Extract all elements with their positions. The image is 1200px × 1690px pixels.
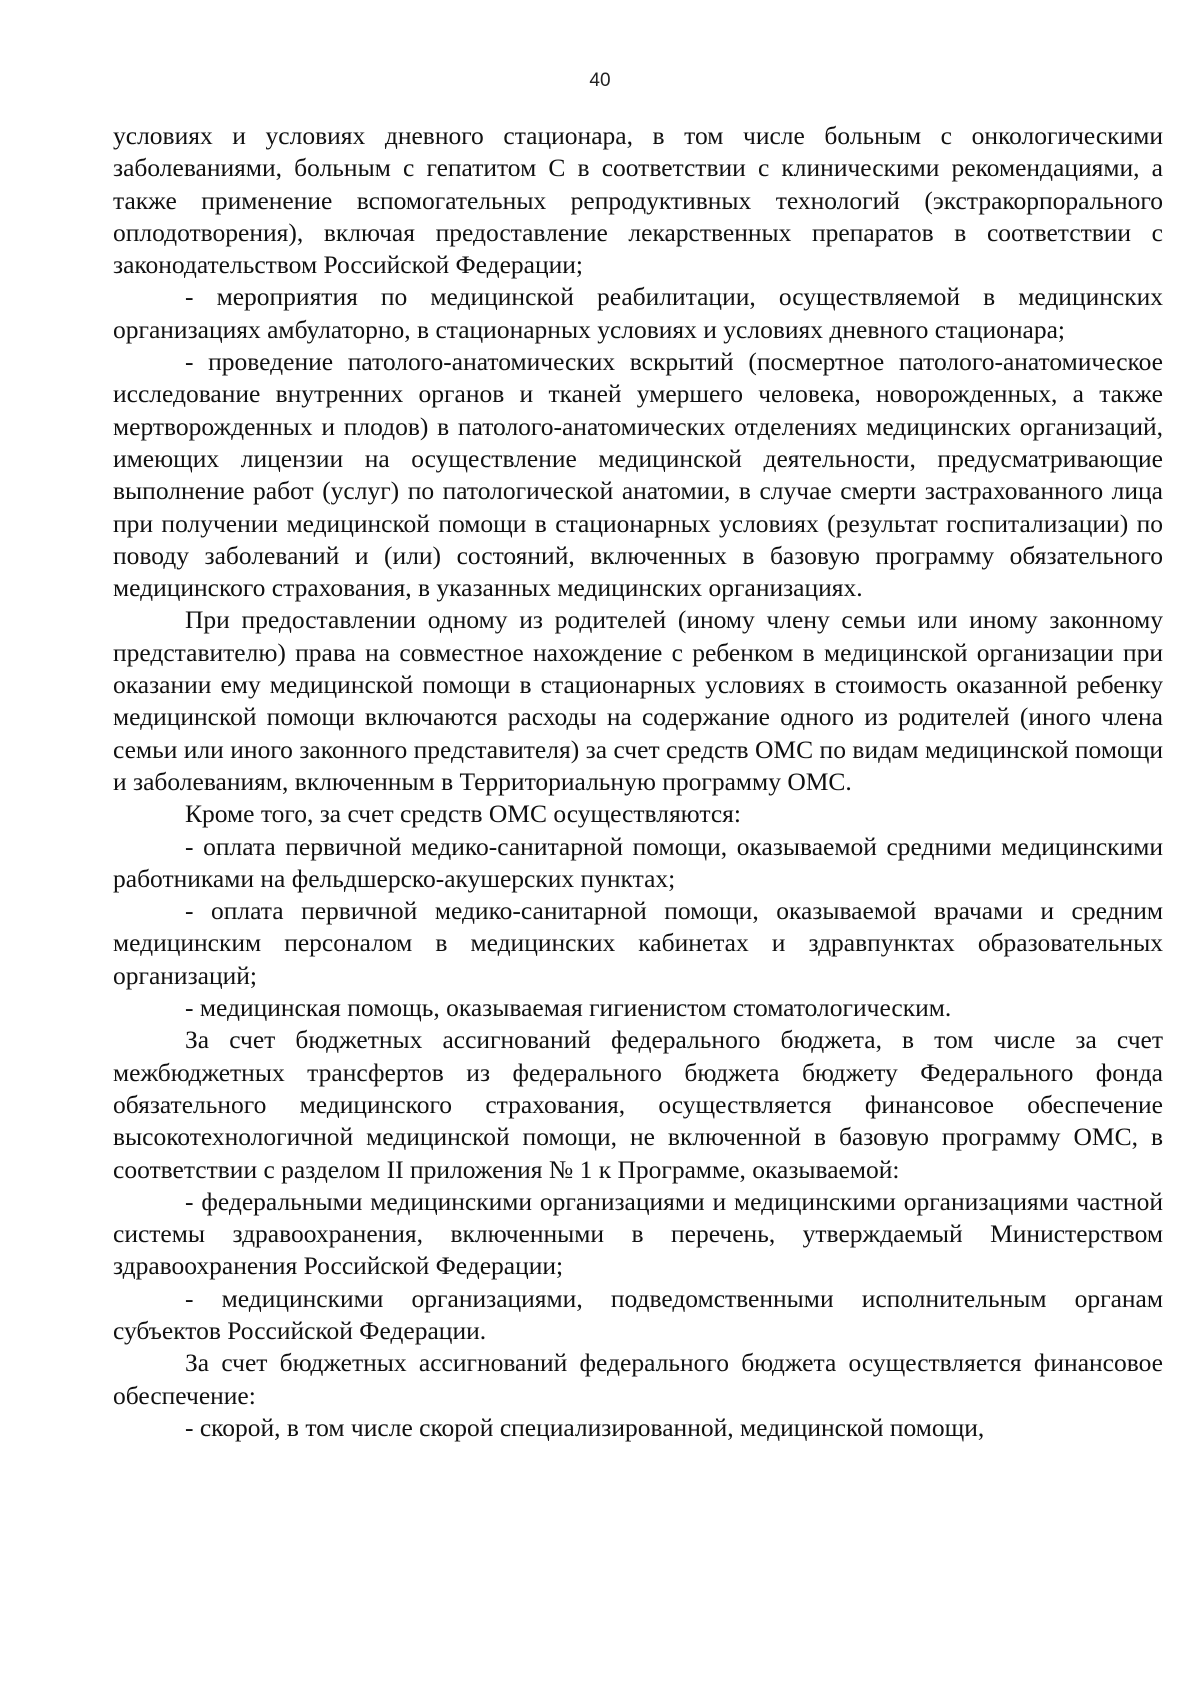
paragraph-federal-budget-hitech: За счет бюджетных ассигнований федерального бюджета, в том числе за счет межбюджетных трансфертов из федерального бюджета бюджету Федерального фонда обязательного медицинского страхования, осуществляется финансовое обеспечение высокотехнологичной медицинской помощи, не включенной в базовую программу ОМС, в соответствии с разделом II приложения № 1 к Программе, оказываемой:: [113, 1025, 1163, 1184]
page-number: 40: [589, 70, 611, 91]
list-item-ambulance: - скорой, в том числе скорой специализированной, медицинской помощи,: [185, 1412, 985, 1442]
list-item-school-health: - оплата первичной медико-санитарной помощи, оказываемой врачами и средним медицинским персоналом в медицинских кабинетах и здравпунктах образовательных организаций;: [113, 896, 1163, 990]
paragraph-oms-intro: Кроме того, за счет средств ОМС осуществляются:: [185, 799, 741, 829]
list-item-rehabilitation: - мероприятия по медицинской реабилитации, осуществляемой в медицинских организациях амбулаторно, в стационарных условиях и условиях дневного стационара;: [113, 282, 1163, 344]
paragraph-parent-stay: При предоставлении одному из родителей (иному члену семьи или иному законному представителю) права на совместное нахождение с ребенком в медицинской организации при оказании ему медицинской помощи в стационарных условиях в стоимость оказанной ребенку медицинской помощи включаются расходы на содержание одного из родителей (иного члена семьи или иного законного представителя) за счет средств ОМС по видам медицинской помощи и заболеваниям, включенным в Территориальную программу ОМС.: [113, 605, 1163, 796]
paragraph-federal-budget-financing: За счет бюджетных ассигнований федерального бюджета осуществляется финансовое обеспечение:: [113, 1348, 1163, 1410]
list-item-hygienist: - медицинская помощь, оказываемая гигиенистом стоматологическим.: [185, 993, 952, 1023]
list-item-feldsher-points: - оплата первичной медико-санитарной помощи, оказываемой средними медицинскими работниками на фельдшерско-акушерских пунктах;: [113, 831, 1163, 893]
paragraph-continuation: условиях и условиях дневного стационара, в том числе больным с онкологическими заболеваниями, больным с гепатитом С в соответствии с клиническими рекомендациями, а также применение вспомогательных репродуктивных технологий (экстракорпорального оплодотворения), включая предоставление лекарственных препаратов в соответствии с законодательством Российской Федерации;: [113, 121, 1163, 280]
list-item-regional-orgs: - медицинскими организациями, подведомственными исполнительным органам субъектов Российской Федерации.: [113, 1283, 1163, 1345]
list-item-autopsies: - проведение патолого-анатомических вскрытий (посмертное патолого-анатомическое исследование внутренних органов и тканей умершего человека, новорожденных, а также мертворожденных и плодов) в патолого-анатомических отделениях медицинских организаций, имеющих лицензии на осуществление медицинской деятельности, предусматривающие выполнение работ (услуг) по патологической анатомии, в случае смерти застрахованного лица при получении медицинской помощи в стационарных условиях (результат госпитализации) по поводу заболеваний и (или) состояний, включенных в базовую программу обязательного медицинского страхования, в указанных медицинских организациях.: [113, 347, 1163, 603]
document-body: [113, 120, 1163, 1444]
list-item-federal-orgs: - федеральными медицинскими организациями и медицинскими организациями частной системы здравоохранения, включенными в перечень, утверждаемый Министерством здравоохранения Российской Федерации;: [113, 1186, 1163, 1281]
